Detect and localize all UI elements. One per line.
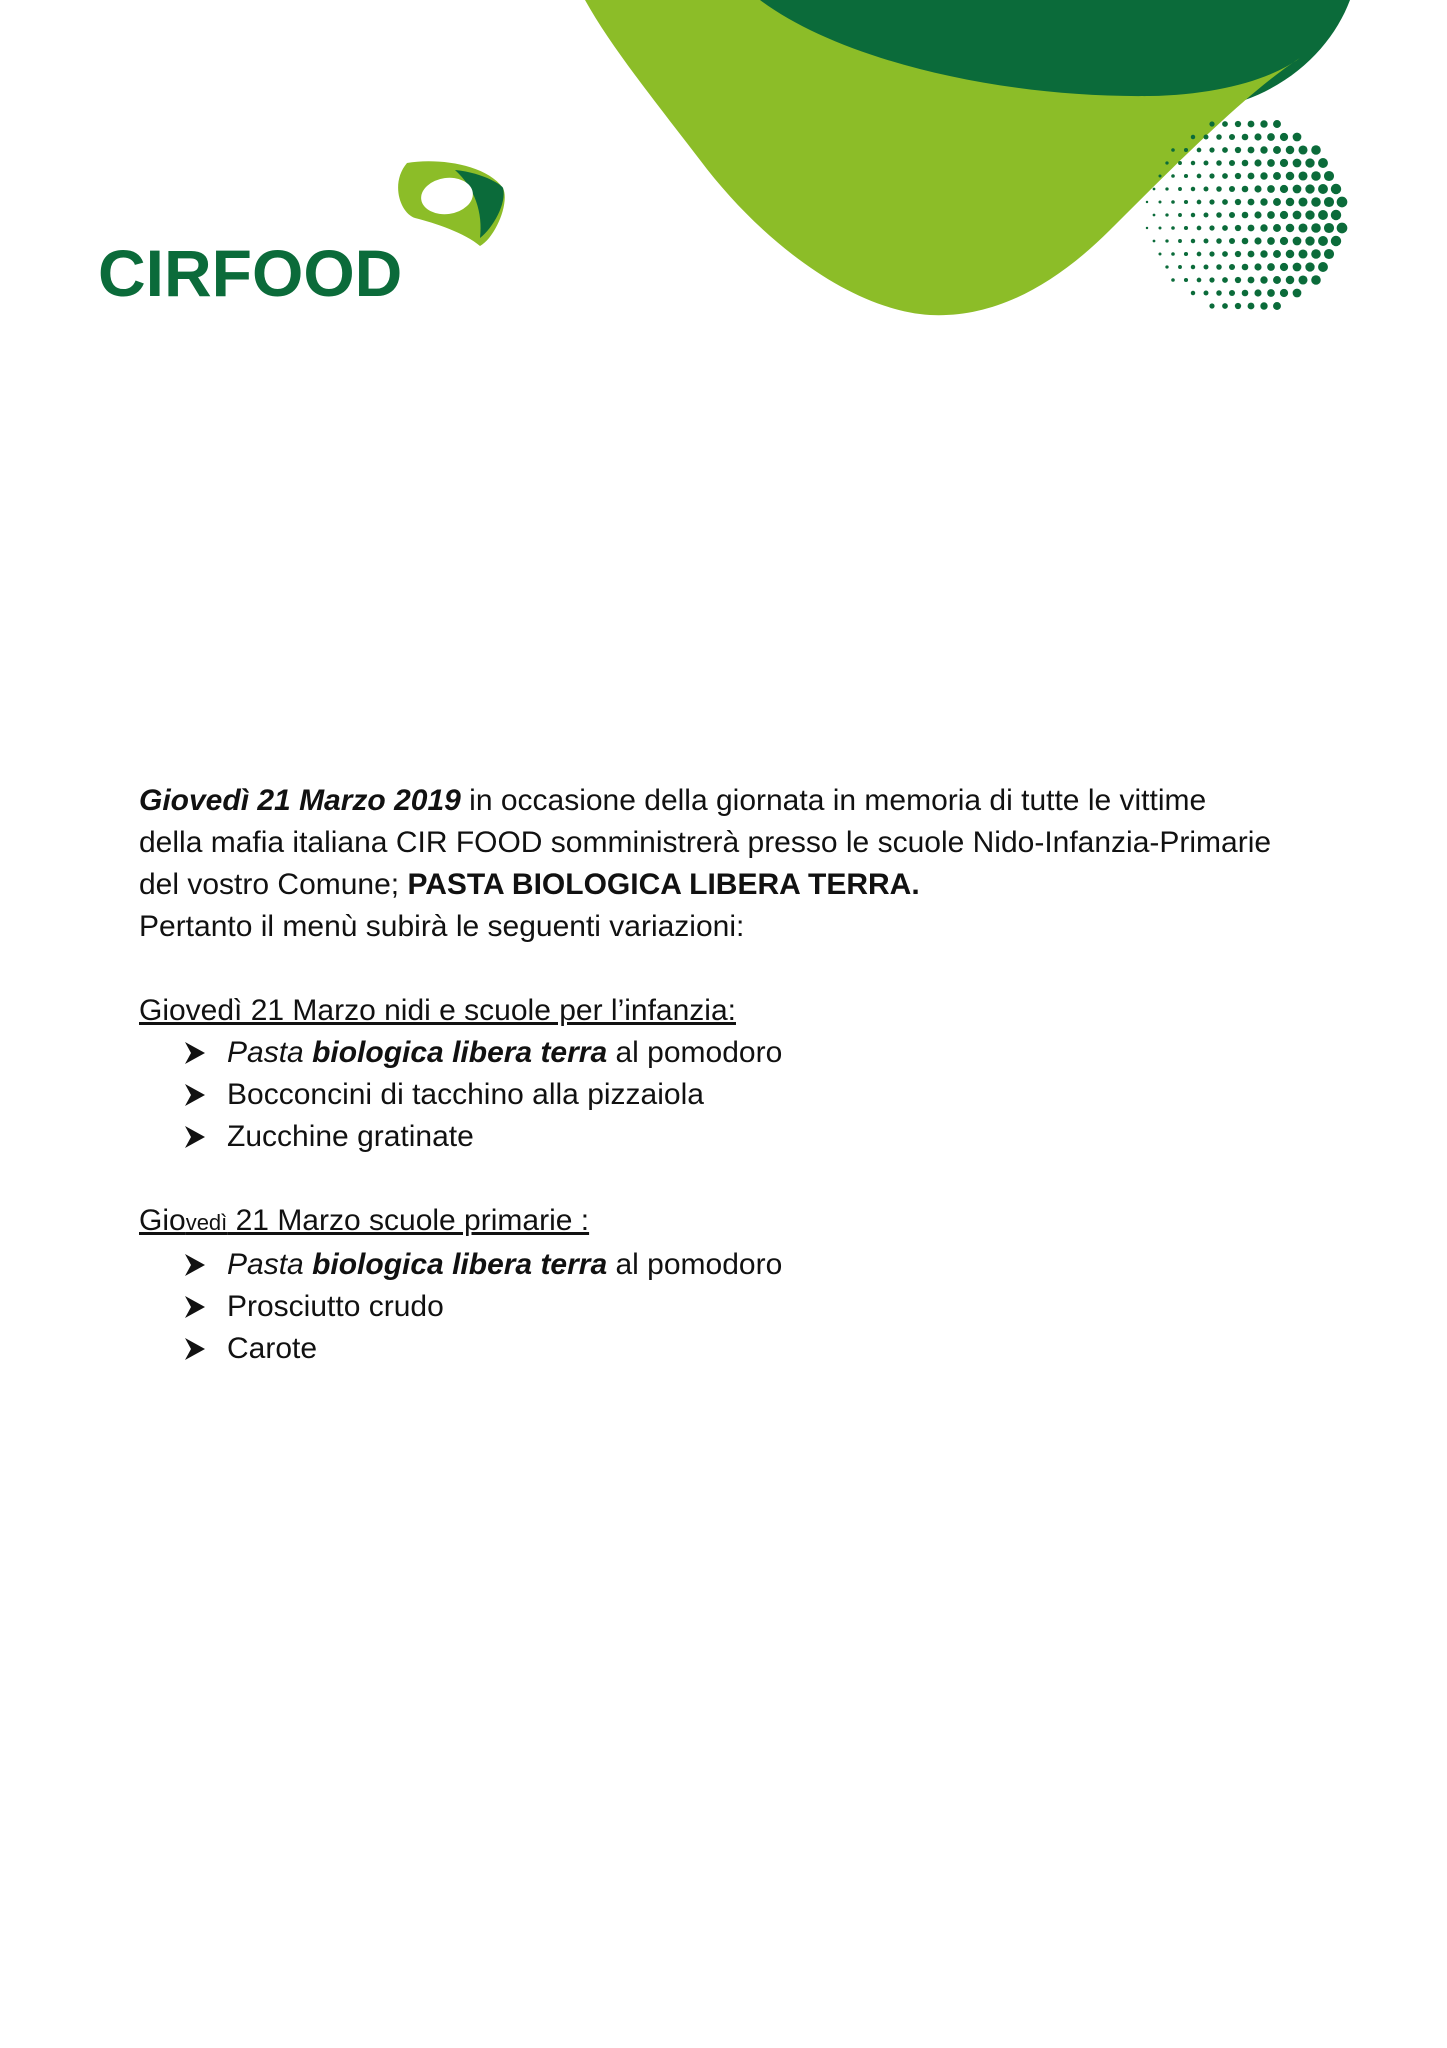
banner-dot bbox=[1267, 289, 1275, 297]
section-heading-infanzia: Giovedì 21 Marzo nidi e scuole per l’infanzia: bbox=[139, 994, 736, 1027]
banner-dot bbox=[1209, 199, 1214, 204]
arrowhead-bullet-icon bbox=[183, 1252, 207, 1278]
banner-dot bbox=[1191, 265, 1195, 269]
banner-dot bbox=[1305, 184, 1314, 193]
banner-dot bbox=[1273, 224, 1281, 232]
heading-part-b: 21 Marzo scuole primarie : bbox=[227, 1204, 590, 1237]
item-text: al pomodoro bbox=[607, 1036, 783, 1069]
banner-dot bbox=[1311, 275, 1321, 285]
item-text: Bocconcini di tacchino alla pizzaiola bbox=[227, 1078, 704, 1111]
banner-dot bbox=[1235, 251, 1241, 257]
banner-dot bbox=[1235, 225, 1241, 231]
banner-dot bbox=[1298, 223, 1307, 232]
banner-dot bbox=[1235, 121, 1241, 127]
banner-dot bbox=[1267, 133, 1275, 141]
banner-dot bbox=[1222, 251, 1228, 257]
banner-dot bbox=[1209, 225, 1214, 230]
item-text: Carote bbox=[227, 1332, 318, 1365]
banner-dot bbox=[1293, 289, 1302, 298]
banner-dot bbox=[1273, 172, 1281, 180]
banner-dot bbox=[1204, 239, 1209, 244]
banner-dot bbox=[1171, 278, 1175, 282]
banner-dot bbox=[1260, 120, 1267, 127]
banner-dot bbox=[1248, 303, 1255, 310]
banner-dot bbox=[1229, 264, 1235, 270]
banner-dot bbox=[1273, 120, 1281, 128]
banner-dot bbox=[1197, 174, 1202, 179]
banner-dot bbox=[1318, 236, 1328, 246]
banner-dot bbox=[1178, 239, 1182, 243]
banner-dot bbox=[1222, 173, 1228, 179]
banner-dot bbox=[1254, 185, 1261, 192]
banner-dot bbox=[1222, 147, 1228, 153]
banner-dot bbox=[1318, 262, 1328, 272]
banner-dot bbox=[1248, 173, 1255, 180]
banner-dot bbox=[1260, 250, 1267, 257]
banner-dot bbox=[1267, 211, 1275, 219]
banner-dot bbox=[1184, 200, 1188, 204]
list-item bbox=[183, 1244, 1339, 1286]
banner-dot bbox=[1197, 200, 1202, 205]
banner-dot bbox=[1267, 159, 1275, 167]
list-item bbox=[183, 1116, 1339, 1158]
intro-line3-text: del vostro Comune; bbox=[139, 868, 408, 901]
banner-dot bbox=[1209, 251, 1214, 256]
banner-dot bbox=[1204, 265, 1209, 270]
banner-dot bbox=[1178, 161, 1182, 165]
banner-dot bbox=[1305, 236, 1314, 245]
banner-dot bbox=[1204, 291, 1209, 296]
intro-paragraph-line-1 bbox=[139, 780, 1339, 822]
banner-dot bbox=[1293, 237, 1302, 246]
banner-dot bbox=[1267, 237, 1275, 245]
banner-dot bbox=[1318, 184, 1328, 194]
banner-dot bbox=[1158, 200, 1161, 203]
banner-dot bbox=[1286, 224, 1295, 233]
banner-dot bbox=[1178, 187, 1182, 191]
banner-dot bbox=[1286, 276, 1295, 285]
banner-dot bbox=[1197, 252, 1202, 257]
banner-dot bbox=[1324, 223, 1334, 233]
banner-dot bbox=[1222, 277, 1228, 283]
document-body bbox=[139, 780, 1339, 1370]
banner-dot bbox=[1146, 201, 1148, 203]
banner-dot bbox=[1324, 249, 1334, 259]
banner-dot bbox=[1209, 173, 1214, 178]
banner-dot bbox=[1204, 213, 1209, 218]
banner-dot bbox=[1254, 159, 1261, 166]
banner-dot bbox=[1204, 135, 1209, 140]
banner-dot bbox=[1197, 148, 1202, 153]
list-item bbox=[183, 1328, 1339, 1370]
banner-dot bbox=[1286, 172, 1295, 181]
banner-dot bbox=[1229, 134, 1235, 140]
banner-dot bbox=[1191, 291, 1195, 295]
banner-dot bbox=[1260, 276, 1267, 283]
banner-dot bbox=[1311, 171, 1321, 181]
banner-dot bbox=[1280, 263, 1288, 271]
banner-dot bbox=[1222, 303, 1228, 309]
banner-dot bbox=[1286, 146, 1295, 155]
heading-part-a: Gio bbox=[139, 1204, 186, 1237]
banner-dot bbox=[1324, 171, 1334, 181]
banner-dot bbox=[1280, 159, 1288, 167]
banner-dot bbox=[1248, 147, 1255, 154]
banner-dot bbox=[1260, 198, 1267, 205]
banner-dot bbox=[1293, 185, 1302, 194]
banner-dot bbox=[1216, 186, 1222, 192]
banner-dot bbox=[1273, 302, 1281, 310]
intro-paragraph-line-4: Pertanto il menù subirà le seguenti variazioni: bbox=[139, 910, 745, 943]
banner-dot bbox=[1191, 239, 1195, 243]
banner-dot bbox=[1254, 237, 1261, 244]
banner-dot bbox=[1153, 240, 1156, 243]
banner-dot bbox=[1311, 145, 1321, 155]
banner-dot bbox=[1229, 160, 1235, 166]
banner-dot bbox=[1197, 278, 1202, 283]
banner-dot bbox=[1158, 252, 1161, 255]
section-heading-primarie bbox=[139, 1200, 1339, 1244]
banner-dot bbox=[1298, 197, 1307, 206]
banner-dot bbox=[1171, 174, 1175, 178]
banner-dot bbox=[1229, 212, 1235, 218]
banner-dot bbox=[1337, 197, 1348, 208]
banner-dot bbox=[1171, 200, 1175, 204]
banner-dot bbox=[1216, 264, 1222, 270]
banner-dot bbox=[1298, 249, 1307, 258]
banner-dot bbox=[1209, 277, 1214, 282]
banner-dot bbox=[1242, 290, 1249, 297]
banner-dot bbox=[1235, 199, 1241, 205]
item-text: al pomodoro bbox=[607, 1248, 783, 1281]
banner-dot bbox=[1235, 173, 1241, 179]
intro-date: Giovedì 21 Marzo 2019 bbox=[139, 784, 461, 817]
banner-dot bbox=[1286, 198, 1295, 207]
banner-dot bbox=[1153, 188, 1156, 191]
banner-dot bbox=[1222, 225, 1228, 231]
banner-dot bbox=[1216, 160, 1222, 166]
banner-dot bbox=[1165, 213, 1168, 216]
intro-paragraph-line-2: della mafia italiana CIR FOOD somministrerà presso le scuole Nido-Infanzia-Primarie bbox=[139, 826, 1272, 859]
banner-dot bbox=[1165, 265, 1168, 268]
banner-dot bbox=[1280, 237, 1288, 245]
banner-dot bbox=[1242, 212, 1249, 219]
banner-dot bbox=[1229, 238, 1235, 244]
menu-list-infanzia bbox=[139, 1032, 1339, 1158]
banner-dot bbox=[1280, 289, 1288, 297]
banner-dot bbox=[1209, 303, 1214, 308]
item-text: Prosciutto crudo bbox=[227, 1290, 444, 1323]
banner-dot bbox=[1171, 252, 1175, 256]
banner-dot bbox=[1273, 198, 1281, 206]
banner-dot bbox=[1216, 290, 1222, 296]
banner-dot bbox=[1178, 213, 1182, 217]
item-bold-italic-text: biologica libera terra bbox=[312, 1036, 608, 1069]
banner-dot bbox=[1248, 121, 1255, 128]
banner-dot bbox=[1184, 278, 1188, 282]
banner-dot bbox=[1242, 264, 1249, 271]
banner-dot bbox=[1222, 199, 1228, 205]
banner-dot bbox=[1260, 224, 1267, 231]
banner-dot bbox=[1229, 186, 1235, 192]
arrowhead-bullet-icon bbox=[183, 1294, 207, 1320]
banner-dot bbox=[1311, 197, 1321, 207]
banner-dot bbox=[1260, 302, 1267, 309]
arrowhead-bullet-icon bbox=[183, 1082, 207, 1108]
banner-dot bbox=[1209, 147, 1214, 152]
banner-dot bbox=[1178, 265, 1182, 269]
banner-dot bbox=[1242, 160, 1249, 167]
banner-dot bbox=[1318, 158, 1328, 168]
banner-dot bbox=[1242, 186, 1249, 193]
banner-dot bbox=[1280, 211, 1288, 219]
banner-dot bbox=[1260, 146, 1267, 153]
banner-dot bbox=[1267, 185, 1275, 193]
cirfood-logo-wordmark: CIRFOOD bbox=[98, 236, 403, 310]
banner-dot bbox=[1191, 161, 1195, 165]
banner-dot bbox=[1331, 184, 1341, 194]
banner-dot bbox=[1248, 277, 1255, 284]
banner-dot bbox=[1305, 262, 1314, 271]
banner-dot bbox=[1293, 133, 1302, 142]
banner-dot bbox=[1242, 134, 1249, 141]
cirfood-logo-icon bbox=[395, 158, 510, 248]
banner-dot bbox=[1153, 214, 1156, 217]
banner-dot bbox=[1324, 197, 1334, 207]
intro-pasta-highlight: PASTA BIOLOGICA LIBERA TERRA. bbox=[407, 868, 920, 901]
banner-dot bbox=[1293, 211, 1302, 220]
banner-dot bbox=[1171, 148, 1175, 152]
banner-dot bbox=[1254, 263, 1261, 270]
banner-dot bbox=[1229, 290, 1235, 296]
banner-dot bbox=[1248, 199, 1255, 206]
banner-dot bbox=[1293, 263, 1302, 272]
banner-dot bbox=[1305, 210, 1314, 219]
banner-dot bbox=[1146, 227, 1148, 229]
banner-dot bbox=[1298, 275, 1307, 284]
banner-dot bbox=[1242, 238, 1249, 245]
banner-dot bbox=[1216, 238, 1222, 244]
banner-dot bbox=[1331, 210, 1341, 220]
arrowhead-bullet-icon bbox=[183, 1336, 207, 1362]
banner-dot bbox=[1337, 223, 1348, 234]
banner-dot bbox=[1311, 249, 1321, 259]
banner-dot bbox=[1248, 251, 1255, 258]
banner-dot bbox=[1273, 146, 1281, 154]
banner-dot bbox=[1184, 174, 1188, 178]
banner-dot bbox=[1235, 147, 1241, 153]
banner-dot bbox=[1235, 303, 1241, 309]
arrowhead-bullet-icon bbox=[183, 1040, 207, 1066]
banner-dot bbox=[1254, 211, 1261, 218]
banner-dot bbox=[1280, 185, 1288, 193]
banner-dot bbox=[1273, 250, 1281, 258]
banner-dot bbox=[1280, 133, 1288, 141]
banner-dot bbox=[1158, 226, 1161, 229]
banner-dot bbox=[1248, 225, 1255, 232]
menu-list-primarie bbox=[139, 1244, 1339, 1370]
banner-dot bbox=[1267, 263, 1275, 271]
banner-dot bbox=[1209, 121, 1214, 126]
banner-dot bbox=[1184, 252, 1188, 256]
banner-dot bbox=[1298, 145, 1307, 154]
banner-dot bbox=[1235, 277, 1241, 283]
banner-dot bbox=[1197, 226, 1202, 231]
banner-dot bbox=[1318, 210, 1328, 220]
banner-dot bbox=[1286, 250, 1295, 259]
banner-dot bbox=[1158, 174, 1161, 177]
item-text: Zucchine gratinate bbox=[227, 1120, 474, 1153]
banner-dot bbox=[1311, 223, 1321, 233]
banner-dot bbox=[1222, 121, 1228, 127]
banner-dot bbox=[1273, 276, 1281, 284]
banner-dot bbox=[1254, 289, 1261, 296]
item-bold-italic-text: biologica libera terra bbox=[312, 1248, 608, 1281]
intro-line1-text: in occasione della giornata in memoria di tutte le vittime bbox=[460, 784, 1207, 817]
banner-dot bbox=[1298, 171, 1307, 180]
banner-dot bbox=[1184, 226, 1188, 230]
item-italic-text: Pasta bbox=[227, 1036, 313, 1069]
banner-dot bbox=[1165, 239, 1168, 242]
banner-dot bbox=[1191, 187, 1195, 191]
banner-dot bbox=[1204, 161, 1209, 166]
list-item bbox=[183, 1032, 1339, 1074]
arrowhead-bullet-icon bbox=[183, 1124, 207, 1150]
banner-dot bbox=[1216, 134, 1222, 140]
banner-dot bbox=[1191, 135, 1195, 139]
banner-dot bbox=[1254, 133, 1261, 140]
banner-dot bbox=[1184, 148, 1188, 152]
banner-dot bbox=[1171, 226, 1175, 230]
list-item bbox=[183, 1286, 1339, 1328]
heading-small-part: vedì bbox=[185, 1210, 228, 1235]
banner-dot bbox=[1191, 213, 1195, 217]
banner-dot bbox=[1165, 161, 1168, 164]
banner-dot bbox=[1204, 187, 1209, 192]
banner-dot bbox=[1165, 187, 1168, 190]
banner-dot bbox=[1305, 158, 1314, 167]
banner-dot bbox=[1293, 159, 1302, 168]
banner-dot bbox=[1260, 172, 1267, 179]
intro-paragraph-line-3 bbox=[139, 864, 1339, 906]
banner-dot bbox=[1331, 236, 1341, 246]
item-italic-text: Pasta bbox=[227, 1248, 313, 1281]
banner-dot bbox=[1216, 212, 1222, 218]
list-item bbox=[183, 1074, 1339, 1116]
